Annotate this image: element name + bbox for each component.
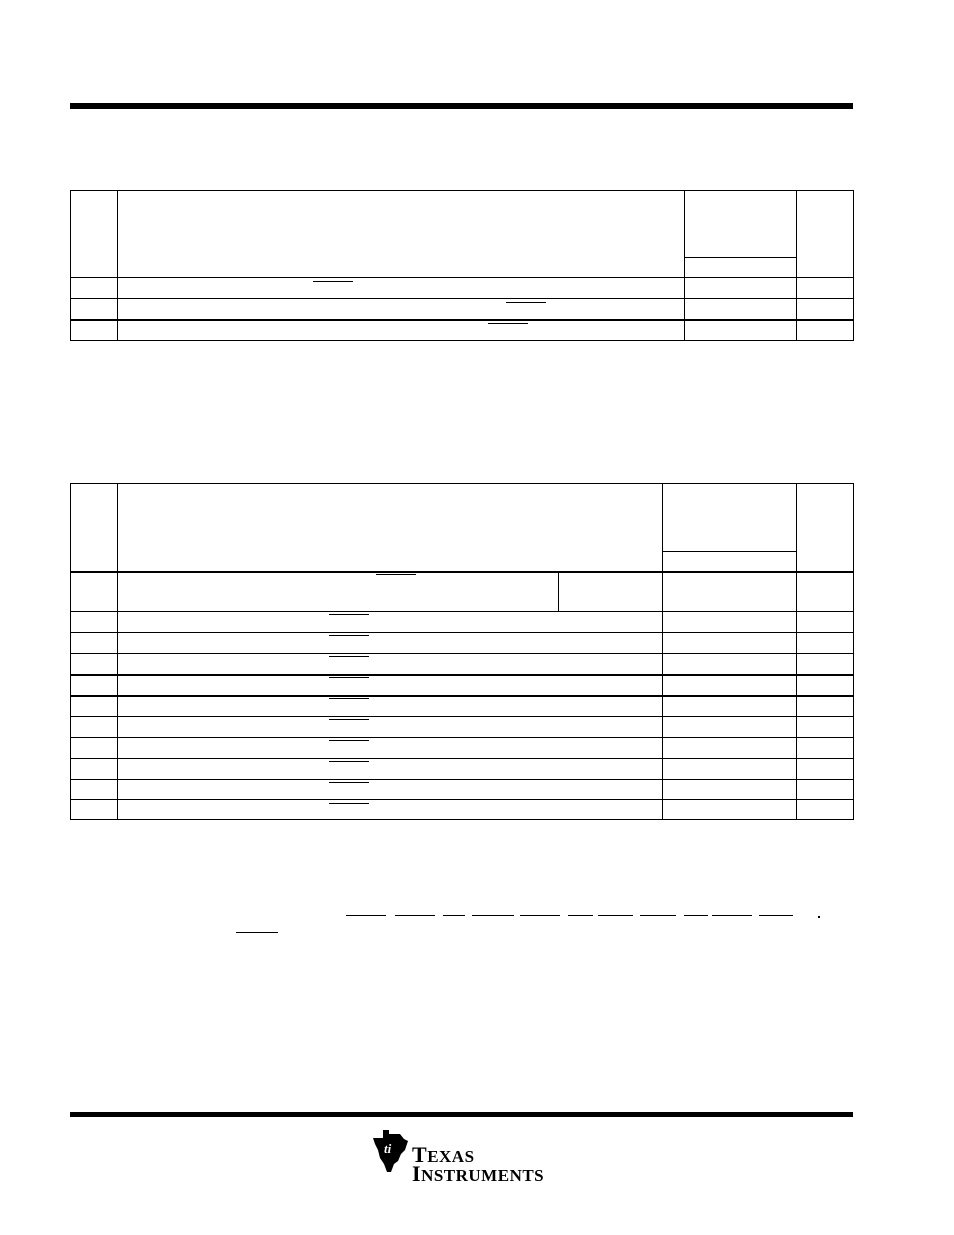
table-row (71, 717, 854, 738)
overline-mark (329, 803, 369, 804)
table-row (71, 654, 854, 676)
table-1-header-parameter (118, 191, 685, 278)
table-row (71, 675, 854, 696)
table-row (71, 320, 854, 341)
logo-line-1: TEXAS (412, 1142, 475, 1167)
table-1 (70, 190, 854, 341)
header-rule (70, 103, 853, 109)
overline-mark (520, 915, 560, 916)
table-row (71, 633, 854, 654)
overline-mark (395, 915, 435, 916)
table-1-header-no (71, 191, 118, 278)
table-2-header-parameter (118, 484, 663, 573)
table-row (71, 612, 854, 633)
table-row (71, 780, 854, 800)
table-row (71, 278, 854, 299)
table-row (71, 759, 854, 780)
overline-mark (712, 915, 752, 916)
overline-mark (236, 932, 278, 933)
footer-rule (70, 1112, 853, 1117)
overline-mark (376, 574, 416, 575)
table-2-header-value (663, 484, 797, 552)
texas-instruments-logo (370, 1128, 545, 1186)
overline-mark (329, 719, 369, 720)
overline-mark (568, 915, 593, 916)
overline-mark (506, 302, 546, 303)
overline-mark (598, 915, 633, 916)
overline-mark (329, 698, 369, 699)
table-row (71, 800, 854, 820)
table-2 (70, 483, 854, 820)
table-1-header-minmax (685, 258, 797, 278)
table-2-header-row (71, 484, 854, 552)
table-row (71, 572, 854, 612)
table-1-header-unit (797, 191, 854, 278)
overline-mark (640, 915, 676, 916)
overline-mark (684, 915, 708, 916)
overline-mark (329, 635, 369, 636)
table-row (71, 738, 854, 759)
table-1-header-value (685, 191, 797, 258)
overline-mark (759, 915, 793, 916)
table-2-header-no (71, 484, 118, 573)
overline-mark (346, 915, 386, 916)
table-2-header-unit (797, 484, 854, 573)
overline-mark (329, 740, 369, 741)
overline-mark (329, 761, 369, 762)
overline-mark (443, 915, 465, 916)
footnote-dot (818, 916, 820, 918)
overline-mark (313, 281, 353, 282)
overline-mark (488, 323, 528, 324)
table-1-header-row (71, 191, 854, 258)
svg-text:ti: ti (384, 1141, 392, 1156)
table-2-header-minmax (663, 552, 797, 573)
overline-mark (329, 656, 369, 657)
table-row (71, 696, 854, 717)
overline-mark (329, 677, 369, 678)
overline-mark (329, 782, 369, 783)
table-row (71, 299, 854, 321)
overline-mark (329, 614, 369, 615)
logo-line-2: INSTRUMENTS (412, 1161, 545, 1186)
overline-mark (472, 915, 514, 916)
ti-chip-icon (370, 1128, 410, 1174)
